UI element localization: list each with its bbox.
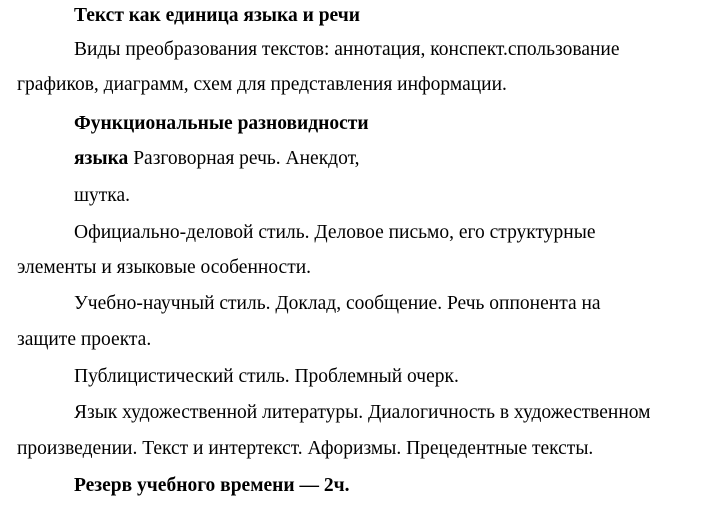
paragraph-line bbox=[74, 147, 360, 171]
section-title-bold: языка bbox=[74, 148, 129, 169]
paragraph-line: элементы и языковые особенности. bbox=[17, 257, 312, 278]
section-title: Функциональные разновидности bbox=[74, 113, 369, 134]
document-heading: Текст как единица языка и речи bbox=[74, 5, 360, 26]
paragraph-line: Учебно-научный стиль. Доклад, сообщение. Речь оппонента на bbox=[74, 293, 601, 314]
paragraph-line: произведении. Текст и интертекст. Афоризмы. Прецедентные тексты. bbox=[17, 438, 594, 459]
paragraph-line: Язык художественной литературы. Диалогичность в художественном bbox=[74, 402, 651, 423]
paragraph-line: Виды преобразования текстов: аннотация, конспект.спользование bbox=[74, 39, 620, 60]
paragraph-line: шутка. bbox=[74, 185, 130, 206]
paragraph-line: Публицистический стиль. Проблемный очерк. bbox=[74, 366, 459, 387]
paragraph-line: Официально-деловой стиль. Деловое письмо, его структурные bbox=[74, 222, 596, 243]
reserve-note: Резерв учебного времени — 2ч. bbox=[74, 475, 350, 496]
paragraph-line: графиков, диаграмм, схем для представления информации. bbox=[17, 74, 507, 95]
paragraph-line: защите проекта. bbox=[17, 329, 152, 350]
paragraph-text: Разговорная речь. Анекдот, bbox=[128, 148, 360, 169]
